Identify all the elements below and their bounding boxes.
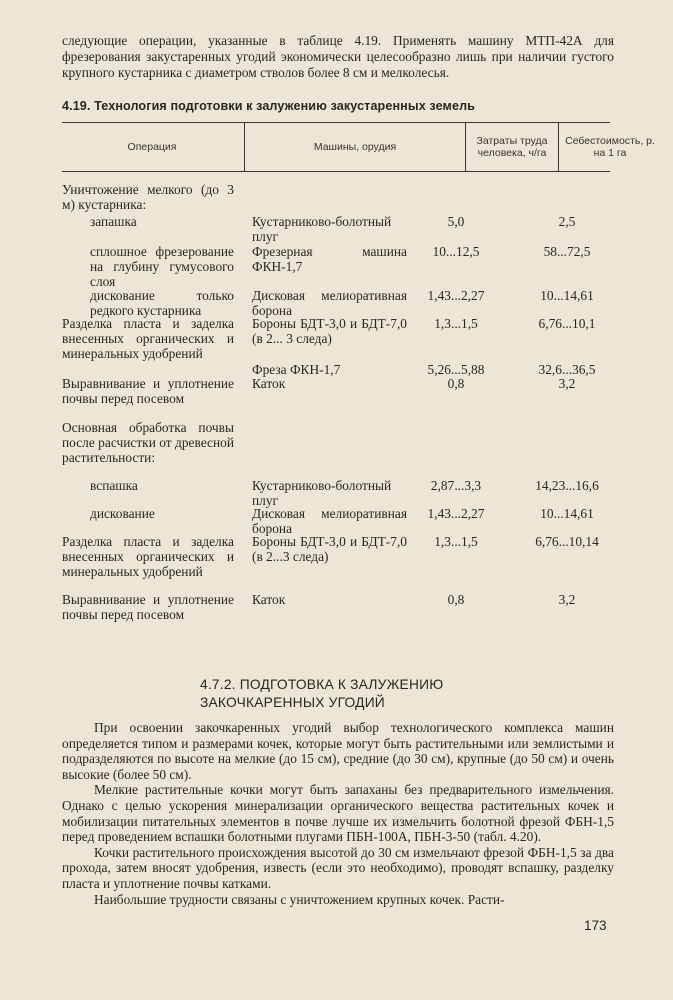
cell-machines: Дисковая мелиоративная борона [252, 288, 407, 318]
cell-operation: Основная обработка почвы после расчистки от древесной растительности: [62, 420, 234, 465]
paragraph: Кочки растительного происхождения высотой до 30 см измельчают фрезой ФБН-1,5 за два прохода, затем вносят удобрения, известь (если это необходимо), проводят вспашку, разделку пласта и уплотнение почвы катками. [62, 844, 614, 891]
cell-labor: 5,0 [447, 214, 465, 229]
cell-cost: 3,2 [558, 592, 576, 607]
section-heading-line2: ЗАКОЧКАРЕННЫХ УГОДИЙ [200, 695, 385, 710]
section-body [62, 720, 614, 907]
cell-operation: Выравнивание и уплотнение почвы перед посевом [62, 376, 234, 406]
paragraph: При освоении закочкаренных угодий выбор технологического комплекса машин определяется типом и размерами кочек, которые могут быть растительными или землистыми и подразделяются по высоте на мелкие (до 15 см), средние (до 30 см), крупные (до 50 см) и очень высокие (более 50 см). [62, 720, 614, 782]
paragraph: Наибольшие трудности связаны с уничтожением крупных кочек. Расти- [94, 891, 505, 907]
cell-operation: Выравнивание и уплотнение почвы перед посевом [62, 592, 234, 622]
cell-operation: запашка [90, 214, 137, 229]
cell-labor: 1,3...1,5 [434, 534, 478, 549]
page-number: 173 [584, 918, 607, 933]
table-header [62, 122, 655, 172]
cell-cost: 58...72,5 [543, 244, 591, 259]
header-divider [558, 123, 559, 171]
cell-operation: дискование [90, 506, 155, 521]
cell-labor: 0,8 [447, 592, 465, 607]
cell-cost: 10...14,61 [540, 506, 594, 521]
paragraph: Мелкие растительные кочки могут быть запаханы без предварительного измельчения. Однако с целью ускорения минерализации органического вещества растительных кочек и мобилизации питательных элементов в почве лучше их измельчить болотной фрезой ФБН-1,5 перед проведением вспашки болотными плугами ПБН-100А, ПБН-3-50 (табл. 4.20). [62, 782, 614, 845]
cell-labor: 1,3...1,5 [434, 316, 478, 331]
cell-labor: 1,43...2,27 [427, 288, 485, 303]
cell-machines: Фрезерная машина ФКН-1,7 [252, 244, 407, 274]
cell-labor: 1,43...2,27 [427, 506, 485, 521]
header-labor: Затраты труда человека, ч/га [476, 135, 548, 159]
cell-operation: дискование только редкого кустарника [90, 288, 234, 318]
cell-machines: Бороны БДТ-3,0 и БДТ-7,0 (в 2... 3 следа) [252, 316, 407, 346]
cell-cost: 3,2 [558, 376, 576, 391]
header-machines: Машины, орудия [313, 141, 397, 153]
cell-labor: 0,8 [447, 376, 465, 391]
cell-operation: сплошное фрезерование на глубину гумусового слоя [90, 244, 234, 289]
cell-machines: Дисковая мелиоративная борона [252, 506, 407, 536]
section-heading [200, 676, 540, 712]
header-cost: Себестоимость, р. на 1 га [565, 135, 655, 159]
cell-operation: Уничтожение мелкого (до 3 м) кустарника: [62, 182, 234, 212]
cell-operation: Разделка пласта и заделка внесенных органических и минеральных удобрений [62, 316, 234, 361]
cell-machines: Каток [252, 376, 286, 391]
cell-machines: Кустарниково-болотный плуг [252, 478, 392, 508]
intro-paragraph: следующие операции, указанные в таблице 4.19. Применять машину МТП-42А для фрезерования закустаренных угодий экономически целесообразно лишь при наличии густого крупного кустарника с диаметром стволов более 8 см и мелколесья. [62, 33, 614, 80]
header-operation: Операция [127, 141, 177, 153]
cell-cost: 14,23...16,6 [535, 478, 599, 493]
cell-cost: 6,76...10,14 [535, 534, 599, 549]
cell-labor: 2,87...3,3 [430, 478, 482, 493]
header-divider [244, 123, 245, 171]
section-heading-line1: 4.7.2. ПОДГОТОВКА К ЗАЛУЖЕНИЮ [200, 677, 444, 692]
table-title: 4.19. Технология подготовки к залужению закустаренных земель [62, 99, 476, 113]
cell-machines: Фреза ФКН-1,7 [252, 362, 341, 377]
cell-cost: 32,6...36,5 [538, 362, 596, 377]
header-divider [465, 123, 466, 171]
cell-labor: 5,26...5,88 [427, 362, 485, 377]
cell-machines: Кустарниково-болотный плуг [252, 214, 392, 244]
cell-cost: 2,5 [558, 214, 576, 229]
cell-labor: 10...12,5 [432, 244, 480, 259]
cell-operation: Разделка пласта и заделка внесенных органических и минеральных удобрений [62, 534, 234, 579]
cell-cost: 10...14,61 [540, 288, 594, 303]
cell-machines: Каток [252, 592, 286, 607]
cell-machines: Бороны БДТ-3,0 и БДТ-7,0 (в 2...3 следа) [252, 534, 407, 564]
cell-cost: 6,76...10,1 [538, 316, 596, 331]
cell-operation: вспашка [90, 478, 138, 493]
